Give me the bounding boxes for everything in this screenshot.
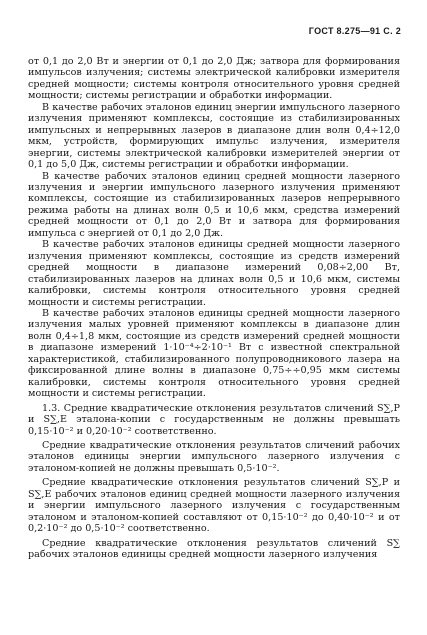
page-header: ГОСТ 8.275—91 С. 2 bbox=[308, 26, 401, 36]
paragraph-power-energy-deviation: Средние квадратические отклонения результатов сличений S∑,P и S∑,E рабочих эталонов единиц средней мощности лазерного излучения и энергии импульсного лазерного излучения с государственным эталоном и эталоном-копией составляют от 0,15·10⁻² до 0,40·10⁻² и от 0,2·10⁻² до 0,5·10⁻² соответственно. bbox=[28, 477, 400, 535]
paragraph-section-1-3: 1.3. Средние квадратические отклонения результатов сличений S∑,P и S∑,E эталона-копии с государственным не должны превышать 0,15·10⁻² и 0,20·10⁻² соответственно. bbox=[28, 402, 400, 437]
paragraph-power-energy-standards: В качестве рабочих эталонов единиц средней мощности лазерного излучения и энергии импульсного лазерного излучения применяют комплексы, состоящие из стабилизированных лазеров непрерывного режима работы на длинах волн 0,5 и 10,6 мкм, средства измерений средней мощности от 0,1 до 2,0 Вт и затвора для формирования импульса с энергией от 0,1 до 2,0 Дж. bbox=[28, 170, 400, 239]
paragraph-power-deviation: Средние квадратические отклонения результатов сличений S∑ рабочих эталонов единицы средней мощности лазерного излучения bbox=[28, 537, 400, 561]
paragraph-continuation: от 0,1 до 2,0 Вт и энергии от 0,1 до 2,0 Дж; затвора для формирования импульсов излучения; системы электрической калибровки измерителя средней мощности; системы контроля относительного уровня средней мощности; системы регистрации и обработки информации. bbox=[28, 56, 400, 102]
paragraph-energy-standards: В качестве рабочих эталонов единиц энергии импульсного лазерного излучения применяют комплексы, состоящие из стабилизированных импульсных и непрерывных лазеров в диапазоне длин волн 0,4÷12,0 мкм, устройств, формирующих импульс излучения, измерителя энергии, системы электрической калибровки измерителей энергии от 0,1 до 5,0 Дж, системы регистрации и обработки информации. bbox=[28, 101, 400, 171]
paragraph-power-standards: В качестве рабочих эталонов единицы средней мощности лазерного излучения применяют комплексы, состоящие из средств измерений средней мощности в диапазоне измерений 0,08÷2,00 Вт, стабилизированных лазеров на длинах волн 0,5 и 10,6 мкм, системы калибровки, системы контроля относительного уровня средней мощности и системы регистрации. bbox=[28, 239, 400, 308]
paragraph-energy-deviation: Средние квадратические отклонения результатов сличений рабочих эталонов единицы энергии импульсного лазерного излучения с эталоном-копией не должны превышать 0,5·10⁻². bbox=[28, 439, 400, 474]
paragraph-low-power-standards: В качестве рабочих эталонов единицы средней мощности лазерного излучения малых уровней применяют комплексы в диапазоне длин волн 0,4÷1,8 мкм, состоящие из средств измерений средней мощности в диапазоне измерений 1·10⁻⁴÷2·10⁻¹ Вт с известной спектральной характеристикой, стабилизированного полупроводникового лазера на фиксированной длине волны в диапазоне 0,75÷÷0,95 мкм системы калибровки, системы контроля относительного уровня средней мощности и системы регистрации. bbox=[28, 307, 400, 400]
body-text bbox=[28, 56, 400, 560]
